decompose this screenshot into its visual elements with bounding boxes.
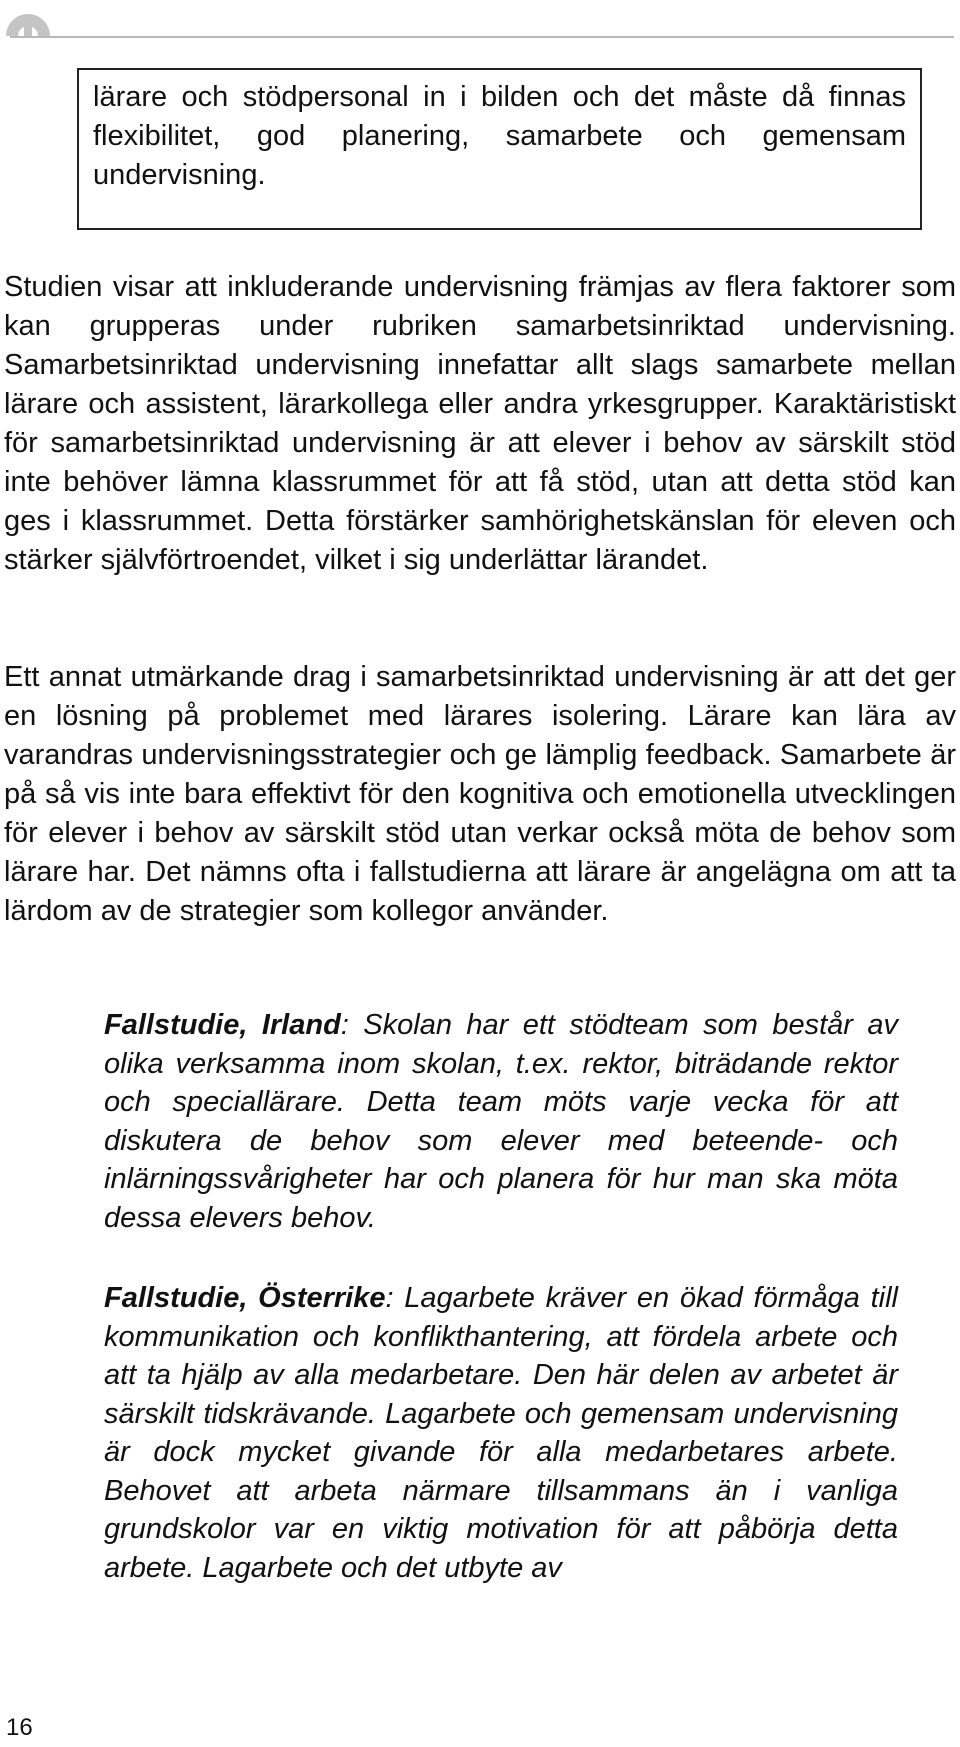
body-paragraph-1	[4, 268, 956, 580]
case-study-austria	[104, 1279, 898, 1587]
boxed-note	[77, 68, 922, 230]
case-study-body: : Skolan har ett stödteam som består av olika verksamma inom skolan, t.ex. rektor, biträdande rektor och speciallärare. Detta team möts varje vecka för att diskutera de behov som elever med beteende- och inlärningssvårigheter har och planera för hur man ska möta dessa elevers behov.	[104, 1009, 898, 1234]
header-logo	[0, 0, 60, 40]
paragraph-text: Ett annat utmärkande drag i samarbetsinriktad undervisning är att det ger en lösning på problemet med lärares isolering. Lärare kan lära av varandras undervisningsstrategier och ge lämplig feedback. Samarbete är på så vis inte bara effektivt för den kognitiva och emotionella utvecklingen för elever i behov av särskilt stöd utan verkar också möta de behov som lärare har. Det nämns ofta i fallstudierna att lärare är angelägna om att ta lärdom av de strategier som kollegor använder.	[4, 661, 956, 927]
paragraph-text: Studien visar att inkluderande undervisning främjas av flera faktorer som kan grupperas under rubriken samarbetsinriktad undervisning. Samarbetsinriktad undervisning innefattar allt slags samarbete mellan lärare och assistent, lärarkollega eller andra yrkesgrupper. Karaktäristiskt för samarbetsinriktad undervisning är att elever i behov av särskilt stöd inte behöver lämna klassrummet för att få stöd, utan att detta stöd kan ges i klassrummet. Detta förstärker samhörighetskänslan för eleven och stärker självförtroendet, vilket i sig underlättar lärandet.	[4, 271, 956, 576]
case-study-title: Fallstudie, Österrike	[104, 1282, 386, 1314]
body-paragraph-2	[4, 658, 956, 931]
case-study-title: Fallstudie, Irland	[104, 1009, 341, 1041]
case-study-text	[104, 1006, 898, 1237]
case-study-ireland	[104, 1006, 898, 1237]
case-study-body: : Lagarbete kräver en ökad förmåga till kommunikation och konflikthantering, att fördela arbete och att ta hjälp av alla medarbetare. Den här delen av arbetet är särskilt tidskrävande. Lagarbete och gemensam undervisning är dock mycket givande för alla medarbetares arbete. Behovet att arbeta närmare tillsammans än i vanliga grundskolor var en viktig motivation för att påbörja detta arbete. Lagarbete och det utbyte av	[104, 1282, 899, 1584]
case-study-text	[104, 1279, 898, 1587]
boxed-note-text: lärare och stödpersonal in i bilden och det måste då finnas flexibilitet, god planering, samarbete och gemensam undervisning.	[93, 81, 906, 191]
header-rule	[10, 36, 954, 38]
publisher-logo-icon	[0, 0, 60, 40]
page-number: 16	[6, 1714, 33, 1741]
